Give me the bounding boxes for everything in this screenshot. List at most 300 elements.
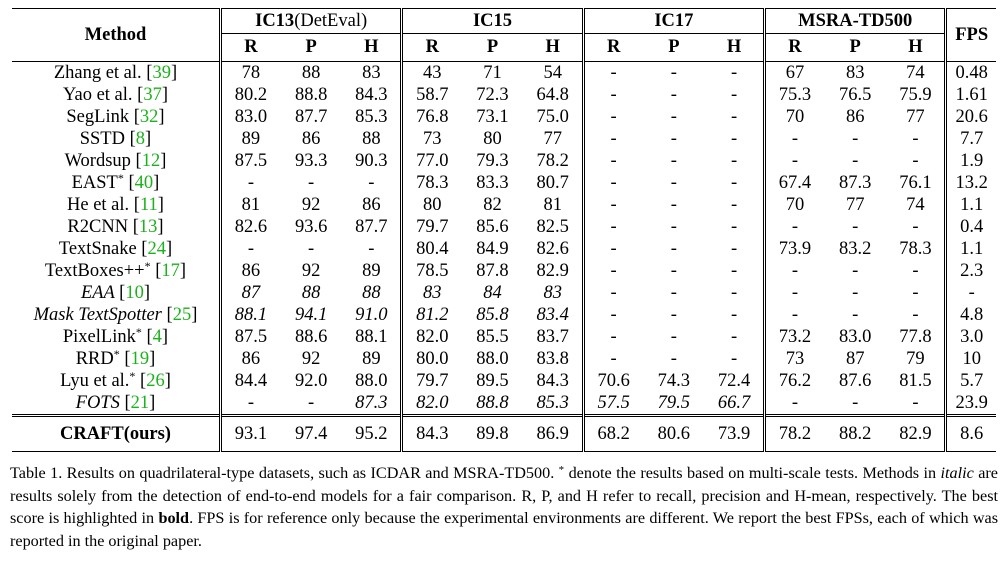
value-cell: 86 <box>220 348 279 370</box>
value-cell: 86.9 <box>524 416 583 452</box>
value-cell: 89 <box>220 128 279 150</box>
multiscale-mark: * <box>144 259 151 273</box>
fps-cell: 5.7 <box>946 370 996 392</box>
value-cell: 43 <box>402 62 461 85</box>
method-cell: TextBoxes++* [17] <box>44 259 187 281</box>
value-cell: 88.0 <box>476 349 509 369</box>
sub-header-p: P <box>461 34 524 62</box>
method-name: RRD <box>75 349 114 369</box>
value-cell: - <box>730 85 738 105</box>
value-cell: - <box>670 239 677 259</box>
value-cell: 73.1 <box>476 107 509 127</box>
multiscale-mark: * <box>129 369 136 383</box>
value-cell: 82 <box>483 195 502 215</box>
value-cell: 66.7 <box>717 393 751 413</box>
value-cell: - <box>583 172 642 194</box>
value-cell: - <box>670 349 677 369</box>
value-cell: 76.1 <box>899 173 932 193</box>
value-cell: 88.6 <box>294 327 328 347</box>
fps-cell: 1.61 <box>946 84 996 106</box>
value-cell: 83 <box>342 62 401 85</box>
table-row <box>12 370 996 392</box>
value-cell: 88.8 <box>294 85 328 105</box>
value-cell: 68.2 <box>583 416 642 452</box>
value-cell: 86 <box>845 107 865 127</box>
value-cell: 87.7 <box>355 217 388 237</box>
value-cell: 76.8 <box>402 106 461 128</box>
method-cell: TextSnake [24] <box>58 239 173 259</box>
citation-link[interactable]: 21 <box>130 393 150 413</box>
value-cell: 84.3 <box>402 416 461 452</box>
value-cell: - <box>730 283 738 303</box>
table-row <box>12 282 996 304</box>
value-cell: 93.1 <box>220 416 279 452</box>
value-cell: 89 <box>362 349 381 369</box>
value-cell: 84.4 <box>220 370 279 392</box>
method-cell: RRD* [19] <box>75 347 156 369</box>
value-cell: - <box>912 393 919 413</box>
group-header-ic13: IC13(DetEval) <box>220 9 401 34</box>
value-cell: 81.5 <box>899 371 932 391</box>
sub-header-p: P <box>824 34 887 62</box>
value-cell: 88.1 <box>220 304 279 326</box>
value-cell: 81 <box>543 195 562 215</box>
fps-cell: 0.4 <box>946 216 996 238</box>
value-cell: - <box>912 151 919 171</box>
value-cell: - <box>583 348 642 370</box>
sub-header-r: R <box>220 34 279 62</box>
method-cell: Wordsup [12] <box>64 151 167 171</box>
value-cell: 84.9 <box>476 239 509 259</box>
value-cell: - <box>852 261 859 281</box>
method-name: SSTD <box>79 129 130 149</box>
value-cell: - <box>583 150 642 172</box>
table-row <box>12 106 996 128</box>
value-cell: 78.5 <box>402 260 461 282</box>
value-cell: - <box>730 349 738 369</box>
value-cell: 83.0 <box>220 106 279 128</box>
value-cell: 74 <box>886 62 945 85</box>
value-cell: 67 <box>765 62 824 85</box>
value-cell: - <box>730 107 738 127</box>
table-row <box>12 304 996 326</box>
value-cell: 76.5 <box>839 85 872 105</box>
citation-link[interactable]: 12 <box>141 151 161 171</box>
value-cell: 86 <box>220 260 279 282</box>
value-cell: 77 <box>845 195 865 215</box>
value-cell: 91.0 <box>355 305 388 325</box>
multiscale-mark: * <box>113 347 120 361</box>
value-cell: 83.2 <box>839 239 872 259</box>
value-cell: 83 <box>824 62 887 85</box>
citation-link[interactable]: 13 <box>138 217 158 237</box>
citation-link[interactable]: 11 <box>139 195 158 215</box>
value-cell: - <box>583 128 642 150</box>
method-cell: Mask TextSpotter [25] <box>33 305 198 325</box>
citation-link[interactable]: 8 <box>135 129 146 149</box>
value-cell: 78.2 <box>765 416 824 452</box>
value-cell: 73.2 <box>765 326 824 348</box>
value-cell: - <box>852 283 859 303</box>
value-cell: - <box>765 282 824 304</box>
value-cell: - <box>583 62 642 85</box>
value-cell: 80.4 <box>402 238 461 260</box>
value-cell: - <box>308 239 315 259</box>
value-cell: 83.4 <box>536 305 569 325</box>
fps-cell: 1.1 <box>946 238 996 260</box>
value-cell: 84 <box>483 283 502 303</box>
value-cell: 88.0 <box>355 371 388 391</box>
value-cell: 87.5 <box>220 150 279 172</box>
fps-cell: 4.8 <box>946 304 996 326</box>
value-cell: 70 <box>765 106 824 128</box>
value-cell: 82.9 <box>536 261 569 281</box>
group-header-ic17: IC17 <box>583 9 764 34</box>
value-cell: - <box>765 128 824 150</box>
value-cell: - <box>852 393 859 413</box>
value-cell: - <box>583 304 642 326</box>
table-row <box>12 392 996 416</box>
value-cell: 87.5 <box>220 326 279 348</box>
value-cell: - <box>583 106 642 128</box>
value-cell: 88.1 <box>355 327 388 347</box>
value-cell: 75.3 <box>765 84 824 106</box>
value-cell: - <box>368 173 375 193</box>
method-cell <box>12 416 220 452</box>
value-cell: 79.3 <box>476 151 509 171</box>
value-cell: - <box>912 129 919 149</box>
method-name: PixelLink <box>62 327 136 347</box>
value-cell: 82.9 <box>886 416 945 452</box>
value-cell: 87.3 <box>355 393 388 413</box>
citation-link[interactable]: 19 <box>130 349 150 369</box>
method-cell: Yao et al. [37] <box>62 85 168 105</box>
sub-header-r: R <box>583 34 642 62</box>
value-cell: 75.9 <box>899 85 932 105</box>
value-cell: 80.7 <box>536 173 569 193</box>
value-cell: 84.3 <box>355 85 388 105</box>
value-cell: 77.8 <box>899 327 932 347</box>
fps-cell: - <box>946 282 996 304</box>
fps-cell: 20.6 <box>946 106 996 128</box>
value-cell: - <box>765 150 824 172</box>
value-cell: 78.2 <box>536 151 569 171</box>
value-cell: 73.9 <box>705 416 764 452</box>
sub-header-p: P <box>280 34 343 62</box>
value-cell: - <box>730 327 738 347</box>
citation-link[interactable]: 24 <box>147 239 166 259</box>
value-cell: 81.2 <box>402 304 461 326</box>
value-cell: 88 <box>301 283 321 303</box>
value-cell: 88 <box>362 129 381 149</box>
value-cell: 82.0 <box>402 392 461 416</box>
value-cell: 82.0 <box>402 326 461 348</box>
sub-header-p: P <box>643 34 706 62</box>
value-cell: - <box>368 239 375 259</box>
value-cell: - <box>583 260 642 282</box>
value-cell: 89.8 <box>461 416 524 452</box>
value-cell: - <box>730 261 738 281</box>
value-cell: 83.8 <box>536 349 569 369</box>
craft-row-group <box>12 416 996 452</box>
multiscale-mark: * <box>135 325 142 339</box>
value-cell: 75.0 <box>536 107 569 127</box>
value-cell: 73.9 <box>765 238 824 260</box>
citation-link[interactable]: 39 <box>152 63 171 83</box>
value-cell: 67.4 <box>765 172 824 194</box>
value-cell: 86 <box>362 195 381 215</box>
value-cell: - <box>852 305 859 325</box>
craft-row <box>12 416 996 452</box>
value-cell: 74 <box>906 195 925 215</box>
method-name: FOTS <box>75 393 125 413</box>
value-cell: - <box>730 305 738 325</box>
table-row <box>12 172 996 194</box>
value-cell: 78 <box>220 62 279 85</box>
table-caption: Table 1. Results on quadrilateral-type datasets, such as ICDAR and MSRA-TD500. * denote the results based on multi-scale tests. Methods in italic are results solely from the detection of end-to-end models for a fair comparison. R, P, and H refer to recall, precision and H-mean, respectively. The best score is highlighted in bold. FPS is for reference only because the experimental environments are different. We report the best FPSs, each of which was reported in the original paper. <box>10 464 999 550</box>
value-cell: 78.3 <box>402 172 461 194</box>
citation-link[interactable]: 25 <box>172 305 192 325</box>
value-cell: - <box>852 217 859 237</box>
value-cell: 87.8 <box>476 261 509 281</box>
method-cell: SSTD [8] <box>79 129 152 149</box>
citation-link[interactable]: 26 <box>146 371 165 391</box>
table-row <box>12 194 996 216</box>
fps-cell: 1.9 <box>946 150 996 172</box>
method-header: Method <box>12 9 220 62</box>
method-cell: Zhang et al. [39] <box>12 62 220 85</box>
method-name: Zhang et al. <box>53 63 147 83</box>
value-cell: - <box>670 283 677 303</box>
value-cell: - <box>583 238 642 260</box>
value-cell: 72.3 <box>476 85 509 105</box>
method-name: Mask TextSpotter <box>33 305 167 325</box>
table-row <box>12 216 996 238</box>
value-cell: 85.3 <box>536 393 569 413</box>
table-row <box>12 260 996 282</box>
value-cell: - <box>912 305 919 325</box>
value-cell: - <box>705 62 764 85</box>
value-cell: - <box>912 261 919 281</box>
value-cell: - <box>220 238 279 260</box>
sub-header-h: H <box>342 34 401 62</box>
table-body <box>12 62 996 416</box>
value-cell: 70.6 <box>583 370 642 392</box>
value-cell: - <box>670 261 677 281</box>
value-cell: - <box>670 305 677 325</box>
fps-cell: 8.6 <box>946 416 996 452</box>
table-row <box>12 238 996 260</box>
value-cell: 92 <box>301 349 321 369</box>
value-cell: - <box>765 392 824 416</box>
value-cell: 86 <box>301 129 321 149</box>
value-cell: 93.6 <box>294 217 328 237</box>
value-cell: 87.7 <box>294 107 328 127</box>
fps-cell: 10 <box>946 348 996 370</box>
value-cell: 94.1 <box>294 305 328 325</box>
method-name: Lyu et al. <box>60 371 130 391</box>
sub-header-h: H <box>524 34 583 62</box>
value-cell: 64.8 <box>536 85 569 105</box>
citation-link[interactable]: 40 <box>134 173 154 193</box>
sub-header-r: R <box>765 34 824 62</box>
value-cell: 81 <box>220 194 279 216</box>
value-cell: - <box>730 151 738 171</box>
value-cell: 92.0 <box>294 371 328 391</box>
method-name: Yao et al. <box>62 85 138 105</box>
fps-cell: 3.0 <box>946 326 996 348</box>
value-cell: 74.3 <box>657 371 691 391</box>
results-table <box>12 8 996 452</box>
value-cell: - <box>308 393 315 413</box>
value-cell: - <box>765 260 824 282</box>
value-cell: - <box>730 239 738 259</box>
value-cell: - <box>670 173 677 193</box>
value-cell: 95.2 <box>342 416 401 452</box>
value-cell: - <box>730 173 738 193</box>
value-cell: - <box>730 195 738 215</box>
value-cell: 97.4 <box>280 416 343 452</box>
fps-cell: 1.1 <box>946 194 996 216</box>
value-cell: 82.6 <box>536 239 569 259</box>
fps-cell: 23.9 <box>946 392 996 416</box>
method-name: EAA <box>80 283 120 303</box>
value-cell: 85.3 <box>355 107 388 127</box>
method-cell: PixelLink* [4] <box>62 325 169 347</box>
method-name: TextSnake <box>58 239 142 259</box>
multiscale-mark: * <box>117 171 124 185</box>
value-cell: 80.0 <box>402 348 461 370</box>
value-cell: 83.0 <box>839 327 872 347</box>
value-cell: - <box>852 129 859 149</box>
value-cell: 80.2 <box>220 84 279 106</box>
value-cell: 73 <box>765 348 824 370</box>
value-cell: - <box>730 129 738 149</box>
value-cell: 83.3 <box>476 173 509 193</box>
value-cell: - <box>670 107 677 127</box>
sub-header-r: R <box>402 34 461 62</box>
method-name: SegLink <box>66 107 134 127</box>
value-cell: 79.5 <box>657 393 691 413</box>
fps-cell: 13.2 <box>946 172 996 194</box>
value-cell: 90.3 <box>355 151 388 171</box>
value-cell: 88.2 <box>824 416 887 452</box>
value-cell: 82.6 <box>220 216 279 238</box>
value-cell: 89 <box>362 261 381 281</box>
value-cell: 77 <box>906 107 925 127</box>
value-cell: 87.6 <box>839 371 872 391</box>
method-cell: SegLink [32] <box>66 107 165 127</box>
table-row <box>12 62 996 85</box>
method-cell: R2CNN [13] <box>67 217 164 237</box>
value-cell: - <box>670 195 677 215</box>
sub-header-h: H <box>886 34 945 62</box>
value-cell: 84.3 <box>536 371 569 391</box>
value-cell: 71 <box>461 62 524 85</box>
group-header-ic15: IC15 <box>402 9 583 34</box>
value-cell: - <box>583 216 642 238</box>
citation-link[interactable]: 4 <box>152 327 162 347</box>
table-header <box>12 9 996 62</box>
value-cell: 85.8 <box>476 305 509 325</box>
value-cell: - <box>583 84 642 106</box>
citation-link[interactable]: 37 <box>143 85 162 105</box>
fps-cell: 7.7 <box>946 128 996 150</box>
value-cell: 87.3 <box>839 173 872 193</box>
fps-cell: 0.48 <box>946 62 996 85</box>
value-cell: 58.7 <box>402 84 461 106</box>
method-name: TextBoxes++ <box>44 261 145 281</box>
value-cell: 57.5 <box>583 392 642 416</box>
value-cell: 93.3 <box>294 151 328 171</box>
table-row <box>12 150 996 172</box>
value-cell: 83 <box>402 282 461 304</box>
value-cell: - <box>670 85 677 105</box>
value-cell: 88.8 <box>476 393 509 413</box>
group-header-msra: MSRA-TD500 <box>765 9 946 34</box>
value-cell: 79 <box>906 349 925 369</box>
value-cell: 89.5 <box>476 371 509 391</box>
value-cell: - <box>220 392 279 416</box>
value-cell: - <box>730 217 738 237</box>
value-cell: 76.2 <box>765 370 824 392</box>
citation-link[interactable]: 32 <box>139 107 159 127</box>
value-cell: 83.7 <box>536 327 569 347</box>
value-cell: - <box>670 129 677 149</box>
value-cell: - <box>765 216 824 238</box>
value-cell: 54 <box>524 62 583 85</box>
value-cell: 85.6 <box>476 217 509 237</box>
value-cell: 77 <box>543 129 562 149</box>
value-cell: - <box>220 172 279 194</box>
value-cell: - <box>670 217 677 237</box>
value-cell: 77.0 <box>402 150 461 172</box>
fps-header: FPS <box>946 9 996 62</box>
value-cell: 79.7 <box>402 216 461 238</box>
value-cell: - <box>308 173 315 193</box>
value-cell: 72.4 <box>717 371 751 391</box>
value-cell: 82.5 <box>536 217 569 237</box>
value-cell: 92 <box>301 195 321 215</box>
value-cell: - <box>670 327 677 347</box>
citation-link[interactable]: 10 <box>125 283 144 303</box>
value-cell: 80 <box>402 194 461 216</box>
method-cell: FOTS [21] <box>75 393 156 413</box>
value-cell: - <box>643 62 706 85</box>
value-cell: - <box>583 282 642 304</box>
value-cell: - <box>670 151 677 171</box>
value-cell: 80.6 <box>643 416 706 452</box>
method-name: R2CNN <box>67 217 133 237</box>
table-row <box>12 326 996 348</box>
value-cell: 88 <box>280 62 343 85</box>
value-cell: 85.5 <box>476 327 509 347</box>
value-cell: 73 <box>402 128 461 150</box>
value-cell: - <box>765 304 824 326</box>
value-cell: 87 <box>220 282 279 304</box>
value-cell: - <box>912 283 919 303</box>
value-cell: - <box>583 326 642 348</box>
citation-link[interactable]: 17 <box>161 261 180 281</box>
value-cell: - <box>852 151 859 171</box>
method-name: CRAFT(ours) <box>59 423 171 444</box>
value-cell: - <box>912 217 919 237</box>
sub-header-h: H <box>705 34 764 62</box>
value-cell: 87 <box>845 349 865 369</box>
method-name: EAST <box>71 173 118 193</box>
value-cell: 79.7 <box>402 370 461 392</box>
value-cell: 83 <box>543 283 562 303</box>
